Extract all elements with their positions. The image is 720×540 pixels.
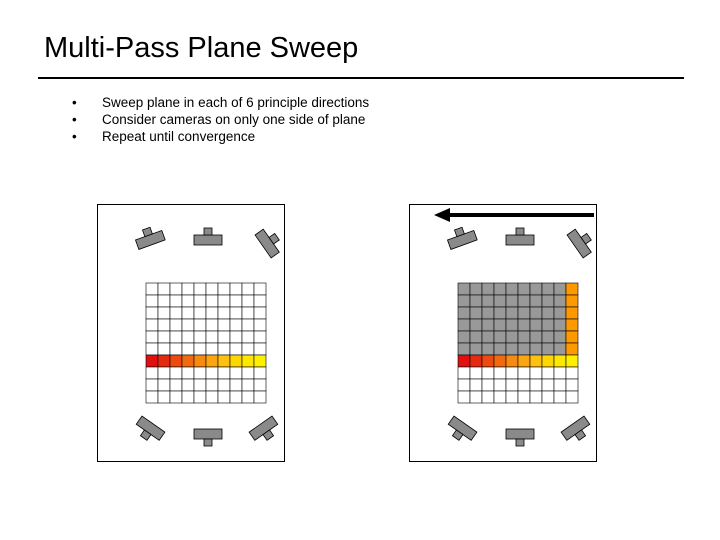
grid-cell — [458, 307, 470, 319]
bullet-list — [72, 94, 369, 145]
grid-cell — [470, 307, 482, 319]
grid-cell — [554, 295, 566, 307]
grid-cell — [494, 343, 506, 355]
grid-cell — [470, 319, 482, 331]
bullet-text: Sweep plane in each of 6 principle directions — [102, 95, 370, 110]
page-title: Multi-Pass Plane Sweep — [44, 32, 359, 64]
grid-cell — [182, 331, 194, 343]
grid-cell — [146, 319, 158, 331]
grid-cell — [530, 283, 542, 295]
grid-cell — [158, 283, 170, 295]
plane-cell — [506, 355, 518, 367]
plane-cell — [206, 355, 218, 367]
grid-cell — [542, 331, 554, 343]
grid-cell — [194, 379, 206, 391]
plane-cell — [254, 355, 266, 367]
grid-cell — [158, 319, 170, 331]
plane-cell — [470, 355, 482, 367]
grid-cell — [146, 367, 158, 379]
grid-cell — [194, 391, 206, 403]
grid-cell — [230, 307, 242, 319]
grid-cell — [506, 343, 518, 355]
grid-cell — [170, 295, 182, 307]
grid-cell — [206, 391, 218, 403]
grid-cell — [482, 391, 494, 403]
grid-cell — [146, 283, 158, 295]
grid-cell — [494, 367, 506, 379]
grid-cell — [182, 295, 194, 307]
bullet-text: Repeat until convergence — [102, 129, 256, 144]
grid-cell — [254, 343, 266, 355]
grid-cell — [182, 391, 194, 403]
grid-cell — [230, 379, 242, 391]
grid-cell — [506, 367, 518, 379]
plane-cell — [158, 355, 170, 367]
arrow-head-icon — [434, 208, 450, 222]
plane-cell — [170, 355, 182, 367]
grid-cell — [458, 379, 470, 391]
grid-cell — [242, 283, 254, 295]
grid-cell — [494, 295, 506, 307]
camera-icon — [444, 416, 477, 446]
grid-cell — [230, 367, 242, 379]
grid-cell — [254, 367, 266, 379]
grid-cell — [506, 295, 518, 307]
grid-cell — [530, 343, 542, 355]
grid-cell — [542, 307, 554, 319]
plane-cell — [182, 355, 194, 367]
grid-cell — [470, 367, 482, 379]
plane-cell — [458, 355, 470, 367]
grid-cell — [254, 331, 266, 343]
grid-cell — [518, 295, 530, 307]
grid-cell — [146, 343, 158, 355]
grid-cell — [518, 379, 530, 391]
grid-cell — [254, 283, 266, 295]
title-underline — [38, 77, 684, 79]
grid-cell — [218, 331, 230, 343]
grid-cell — [518, 391, 530, 403]
grid-cell — [158, 307, 170, 319]
grid-cell — [554, 283, 566, 295]
grid-cell — [158, 379, 170, 391]
grid-cell — [470, 295, 482, 307]
sweep-panel-left — [97, 204, 285, 462]
grid-cell — [254, 391, 266, 403]
bullet-marker: • — [72, 112, 77, 127]
grid-cell — [206, 319, 218, 331]
grid-cell — [530, 331, 542, 343]
grid-cell — [530, 319, 542, 331]
grid-cell — [482, 331, 494, 343]
grid-cell — [254, 295, 266, 307]
grid-cell — [494, 319, 506, 331]
grid-cell — [518, 307, 530, 319]
grid-cell — [566, 307, 578, 319]
grid-cell — [494, 307, 506, 319]
grid-cell — [518, 343, 530, 355]
grid-cell — [542, 283, 554, 295]
plane-cell — [146, 355, 158, 367]
grid-cell — [530, 379, 542, 391]
plane-cell — [566, 355, 578, 367]
grid-cell — [506, 307, 518, 319]
grid-cell — [218, 307, 230, 319]
grid-cell — [146, 391, 158, 403]
grid-cell — [530, 307, 542, 319]
plane-cell — [194, 355, 206, 367]
grid-cell — [230, 343, 242, 355]
plane-cell — [242, 355, 254, 367]
grid-cell — [458, 367, 470, 379]
grid-cell — [482, 307, 494, 319]
grid-cell — [146, 295, 158, 307]
grid-cell — [158, 391, 170, 403]
grid-cell — [542, 391, 554, 403]
grid-cell — [566, 319, 578, 331]
grid-cell — [170, 343, 182, 355]
grid-cell — [242, 319, 254, 331]
plane-cell — [230, 355, 242, 367]
grid-cell — [566, 391, 578, 403]
plane-cell — [218, 355, 230, 367]
grid-cell — [182, 319, 194, 331]
grid-cell — [170, 307, 182, 319]
grid-cell — [230, 283, 242, 295]
grid-cell — [542, 295, 554, 307]
grid-cell — [482, 295, 494, 307]
grid-cell — [494, 391, 506, 403]
grid-cell — [170, 391, 182, 403]
camera-icon — [445, 224, 477, 250]
grid-cell — [494, 379, 506, 391]
grid-cell — [542, 343, 554, 355]
grid-cell — [218, 319, 230, 331]
grid-cell — [230, 331, 242, 343]
grid-cell — [554, 343, 566, 355]
grid-cell — [494, 283, 506, 295]
grid-cell — [194, 367, 206, 379]
camera-icon — [132, 416, 165, 446]
grid-cell — [518, 331, 530, 343]
grid-cell — [554, 379, 566, 391]
grid-cell — [554, 331, 566, 343]
grid-cell — [566, 331, 578, 343]
grid-cell — [242, 295, 254, 307]
bullet-item — [72, 111, 369, 128]
grid-cell — [242, 391, 254, 403]
grid-cell — [554, 307, 566, 319]
grid-cell — [182, 379, 194, 391]
camera-icon — [255, 225, 284, 258]
grid-cell — [530, 295, 542, 307]
grid-cell — [218, 391, 230, 403]
grid-cell — [494, 331, 506, 343]
bullet-text: Consider cameras on only one side of plane — [102, 112, 366, 127]
grid-cell — [146, 331, 158, 343]
camera-icon — [194, 228, 222, 245]
grid-cell — [182, 343, 194, 355]
grid-cell — [554, 319, 566, 331]
grid-cell — [518, 367, 530, 379]
camera-icon — [133, 224, 165, 250]
plane-cell — [542, 355, 554, 367]
grid-cell — [506, 391, 518, 403]
grid-cell — [530, 391, 542, 403]
grid-cell — [242, 331, 254, 343]
grid-cell — [566, 379, 578, 391]
grid-cell — [506, 331, 518, 343]
grid-cell — [458, 391, 470, 403]
grid-cell — [566, 295, 578, 307]
grid-cell — [170, 319, 182, 331]
plane-cell — [554, 355, 566, 367]
plane-cell — [518, 355, 530, 367]
grid-cell — [194, 283, 206, 295]
grid-cell — [242, 343, 254, 355]
grid-cell — [470, 379, 482, 391]
grid-cell — [230, 391, 242, 403]
bullet-marker: • — [72, 129, 77, 144]
grid-cell — [206, 307, 218, 319]
grid-cell — [554, 391, 566, 403]
grid-cell — [230, 319, 242, 331]
plane-cell — [494, 355, 506, 367]
grid-cell — [182, 283, 194, 295]
grid-cell — [482, 283, 494, 295]
grid-cell — [458, 331, 470, 343]
grid-cell — [194, 343, 206, 355]
grid-cell — [566, 367, 578, 379]
grid-cell — [158, 331, 170, 343]
grid-cell — [542, 367, 554, 379]
grid-cell — [482, 319, 494, 331]
grid-cell — [182, 307, 194, 319]
grid-cell — [218, 343, 230, 355]
grid-cell — [518, 319, 530, 331]
grid-cell — [254, 319, 266, 331]
grid-cell — [458, 283, 470, 295]
sweep-panel-right — [409, 204, 597, 462]
grid-cell — [470, 331, 482, 343]
grid-cell — [242, 367, 254, 379]
grid-cell — [206, 283, 218, 295]
grid-cell — [194, 331, 206, 343]
camera-icon — [506, 228, 534, 245]
scene-right — [410, 205, 596, 461]
grid-cell — [194, 319, 206, 331]
grid-cell — [218, 367, 230, 379]
grid-cell — [194, 295, 206, 307]
grid-cell — [530, 367, 542, 379]
grid-cell — [158, 295, 170, 307]
grid-cell — [170, 283, 182, 295]
grid-cell — [470, 391, 482, 403]
grid-cell — [218, 379, 230, 391]
grid-cell — [554, 367, 566, 379]
grid-cell — [518, 283, 530, 295]
grid-cell — [170, 331, 182, 343]
grid-cell — [158, 343, 170, 355]
grid-cell — [182, 367, 194, 379]
grid-cell — [206, 379, 218, 391]
grid-cell — [158, 367, 170, 379]
grid-cell — [542, 319, 554, 331]
grid-cell — [482, 367, 494, 379]
grid-cell — [566, 283, 578, 295]
grid-cell — [218, 283, 230, 295]
grid-cell — [458, 343, 470, 355]
grid-cell — [218, 295, 230, 307]
grid-cell — [254, 307, 266, 319]
camera-icon — [194, 429, 222, 446]
grid-cell — [470, 343, 482, 355]
grid-cell — [206, 343, 218, 355]
grid-cell — [566, 343, 578, 355]
grid-cell — [482, 379, 494, 391]
grid-cell — [170, 379, 182, 391]
grid-cell — [242, 379, 254, 391]
grid-cell — [146, 307, 158, 319]
camera-icon — [249, 416, 282, 446]
grid-cell — [170, 367, 182, 379]
bullet-marker: • — [72, 95, 77, 110]
plane-cell — [530, 355, 542, 367]
grid-cell — [242, 307, 254, 319]
scene-left — [98, 205, 284, 461]
grid-cell — [194, 307, 206, 319]
camera-icon — [561, 416, 594, 446]
grid-cell — [206, 331, 218, 343]
bullet-item — [72, 94, 369, 111]
grid-cell — [230, 295, 242, 307]
plane-cell — [482, 355, 494, 367]
grid-cell — [506, 283, 518, 295]
grid-cell — [206, 295, 218, 307]
camera-icon — [506, 429, 534, 446]
grid-cell — [506, 319, 518, 331]
grid-cell — [458, 295, 470, 307]
grid-cell — [458, 319, 470, 331]
grid-cell — [470, 283, 482, 295]
grid-cell — [506, 379, 518, 391]
grid-cell — [206, 367, 218, 379]
grid-cell — [482, 343, 494, 355]
grid-cell — [542, 379, 554, 391]
camera-icon — [567, 225, 596, 258]
grid-cell — [146, 379, 158, 391]
grid-cell — [254, 379, 266, 391]
bullet-item — [72, 128, 369, 145]
